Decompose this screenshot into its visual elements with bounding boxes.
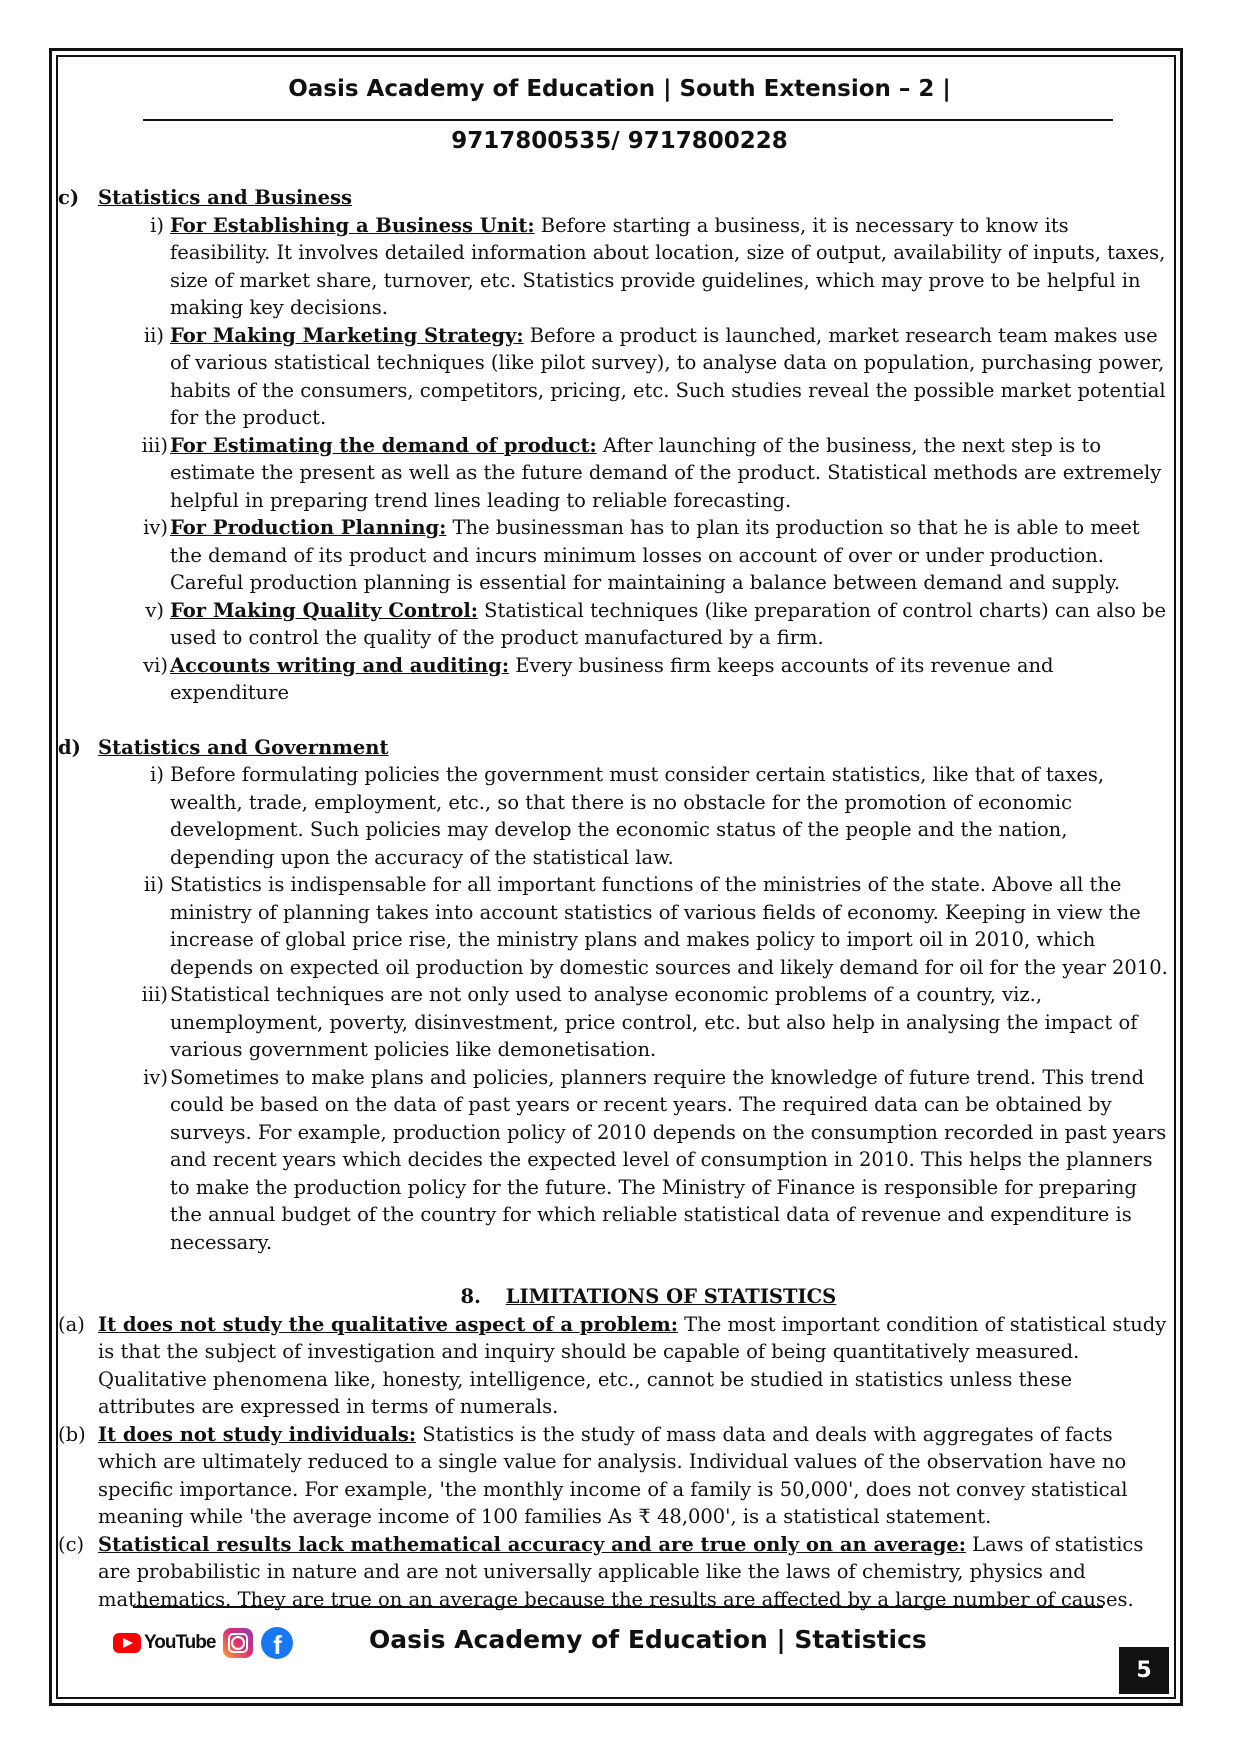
item-number: (a) <box>58 1312 85 1336</box>
item-number: iii) <box>141 983 168 1006</box>
footer-divider <box>133 1606 1103 1608</box>
youtube-label: YouTube <box>144 1632 216 1653</box>
section-label: d) <box>58 735 81 759</box>
item-heading: It does not study individuals: <box>98 1422 417 1446</box>
spacer <box>58 1256 1174 1283</box>
item-text: After launching of the business, the next step is to estimate the present as well as the future demand of the product. Statistical methods are extremely helpful in preparing trend lines leading to reliable forecasting. <box>170 433 1162 512</box>
list-item <box>58 1531 1174 1614</box>
facebook-icon[interactable]: f <box>261 1627 293 1659</box>
item-heading: Accounts writing and auditing: <box>170 653 510 677</box>
item-heading: Statistical results lack mathematical accuracy and are true only on an average: <box>98 1532 966 1556</box>
list-item <box>58 761 1174 871</box>
item-text: The businessman has to plan its production so that he is able to meet the demand of its product and incurs minimum losses on account of over or under production. Careful production planning is essential for maintaining a balance between demand and supply. <box>170 516 1140 594</box>
item-heading: For Establishing a Business Unit: <box>170 213 535 237</box>
section-title: LIMITATIONS OF STATISTICS <box>505 1285 837 1308</box>
list-item <box>58 322 1174 432</box>
footer-title: Oasis Academy of Education | Statistics <box>369 1625 927 1654</box>
instagram-icon[interactable] <box>223 1628 253 1658</box>
item-heading: For Making Marketing Strategy: <box>170 323 524 347</box>
item-heading: For Production Planning: <box>170 516 447 539</box>
item-text: Before starting a business, it is necessary to know its feasibility. It involves detailed information about location, size of output, availability of inputs, taxes, size of market share, turnover, etc. Statistics provide guidelines, which may prove to be helpful in making key decisions. <box>170 213 1166 319</box>
list-item <box>58 652 1174 707</box>
item-number: ii) <box>143 873 164 896</box>
item-number: iv) <box>143 516 168 539</box>
limitations-heading <box>98 1283 1174 1311</box>
list-item <box>58 1064 1174 1257</box>
section-number: 8. <box>460 1285 481 1308</box>
item-text: The most important condition of statistical study is that the subject of investigation and inquiry should be capable of being quantitatively measured. Qualitative phenomena like, honesty, intelligence, etc., cannot be studied in statistics unless these attributes are expressed in terms of numerals. <box>98 1312 1167 1418</box>
item-number: vi) <box>143 653 168 677</box>
section-title: Statistics and Government <box>98 735 389 759</box>
item-number: iv) <box>143 1065 168 1089</box>
list-item <box>58 981 1174 1064</box>
section-title: Statistics and Business <box>98 186 352 209</box>
item-text: Statistics is indispensable for all important functions of the ministries of the state. Above all the ministry of planning takes into account statistics of various fields of economy. Keeping in view the increase of global price rise, the ministry plans and makes policy to import oil in 2010, which depends on expected oil production by domestic sources and likely demand for oil for the year 2010. <box>170 873 1168 979</box>
youtube-link[interactable] <box>113 1632 215 1654</box>
item-number: ii) <box>143 323 164 347</box>
item-text: Every business firm keeps accounts of its revenue and expenditure <box>170 653 1054 704</box>
item-number: i) <box>150 213 164 237</box>
list-item <box>58 1421 1174 1531</box>
item-text: Statistical techniques (like preparation of control charts) can also be used to control the quality of the product manufactured by a firm. <box>170 598 1167 649</box>
item-text: Before formulating policies the government must consider certain statistics, like that of taxes, wealth, trade, employment, etc., so that there is no obstacle for the promotion of economic development. Such policies may develop the economic status of the people and the nation, depending upon the accuracy of the statistical law. <box>170 763 1105 869</box>
social-links <box>113 1627 293 1659</box>
spacer <box>58 707 1174 734</box>
item-number: (c) <box>58 1532 85 1556</box>
item-text: Statistics is the study of mass data and deals with aggregates of facts which are ultimately reduced to a single value for analysis. Individual values of the observation have no specific importance. For example, 'the monthly income of a family is 50,000', does not convey statistical meaning while 'the average income of 100 families As ₹ 48,000', is a statistical statement. <box>98 1422 1128 1528</box>
youtube-icon <box>113 1633 141 1653</box>
item-number: i) <box>150 763 164 786</box>
item-number: v) <box>145 598 164 622</box>
list-item <box>58 871 1174 981</box>
page-content <box>58 184 1174 1613</box>
item-heading: It does not study the qualitative aspect of a problem: <box>98 1312 678 1336</box>
section-label: c) <box>58 186 80 209</box>
header-phone: 9717800535/ 9717800228 <box>451 128 788 154</box>
page-number: 5 <box>1119 1647 1169 1694</box>
section-d-heading <box>58 734 1174 762</box>
item-number: (b) <box>58 1422 86 1446</box>
item-number: iii) <box>141 433 168 457</box>
list-item <box>58 432 1174 515</box>
item-heading: For Estimating the demand of product: <box>170 433 597 457</box>
list-item <box>58 597 1174 652</box>
item-text: Statistical techniques are not only used to analyse economic problems of a country, viz., unemployment, poverty, disinvestment, price control, etc. but also help in analysing the impact of various government policies like demonetisation. <box>170 983 1138 1061</box>
item-text: Laws of statistics are probabilistic in nature and are not universally applicable like the laws of chemistry, physics and mathematics. They are true on an average because the results are affected by a large number of causes. <box>98 1532 1144 1611</box>
header-title: Oasis Academy of Education | South Extension – 2 | <box>288 76 951 102</box>
list-item <box>58 514 1174 597</box>
item-text: Before a product is launched, market research team makes use of various statistical techniques (like pilot survey), to analyse data on population, purchasing power, habits of the consumers, competitors, pricing, etc. Such studies reveal the possible market potential for the product. <box>170 323 1166 429</box>
section-c-heading <box>58 184 1174 212</box>
item-text: Sometimes to make plans and policies, planners require the knowledge of future trend. This trend could be based on the data of past years or recent years. The required data can be obtained by surveys. For example, production policy of 2010 depends on the consumption recorded in past years and recent years which decides the expected level of consumption in 2010. This helps the planners to make the production policy for the future. The Ministry of Finance is responsible for preparing the annual budget of the country for which reliable statistical data of revenue and expenditure is necessary. <box>170 1065 1167 1254</box>
header-divider <box>143 119 1113 121</box>
item-heading: For Making Quality Control: <box>170 598 478 622</box>
list-item <box>58 212 1174 322</box>
list-item <box>58 1311 1174 1421</box>
